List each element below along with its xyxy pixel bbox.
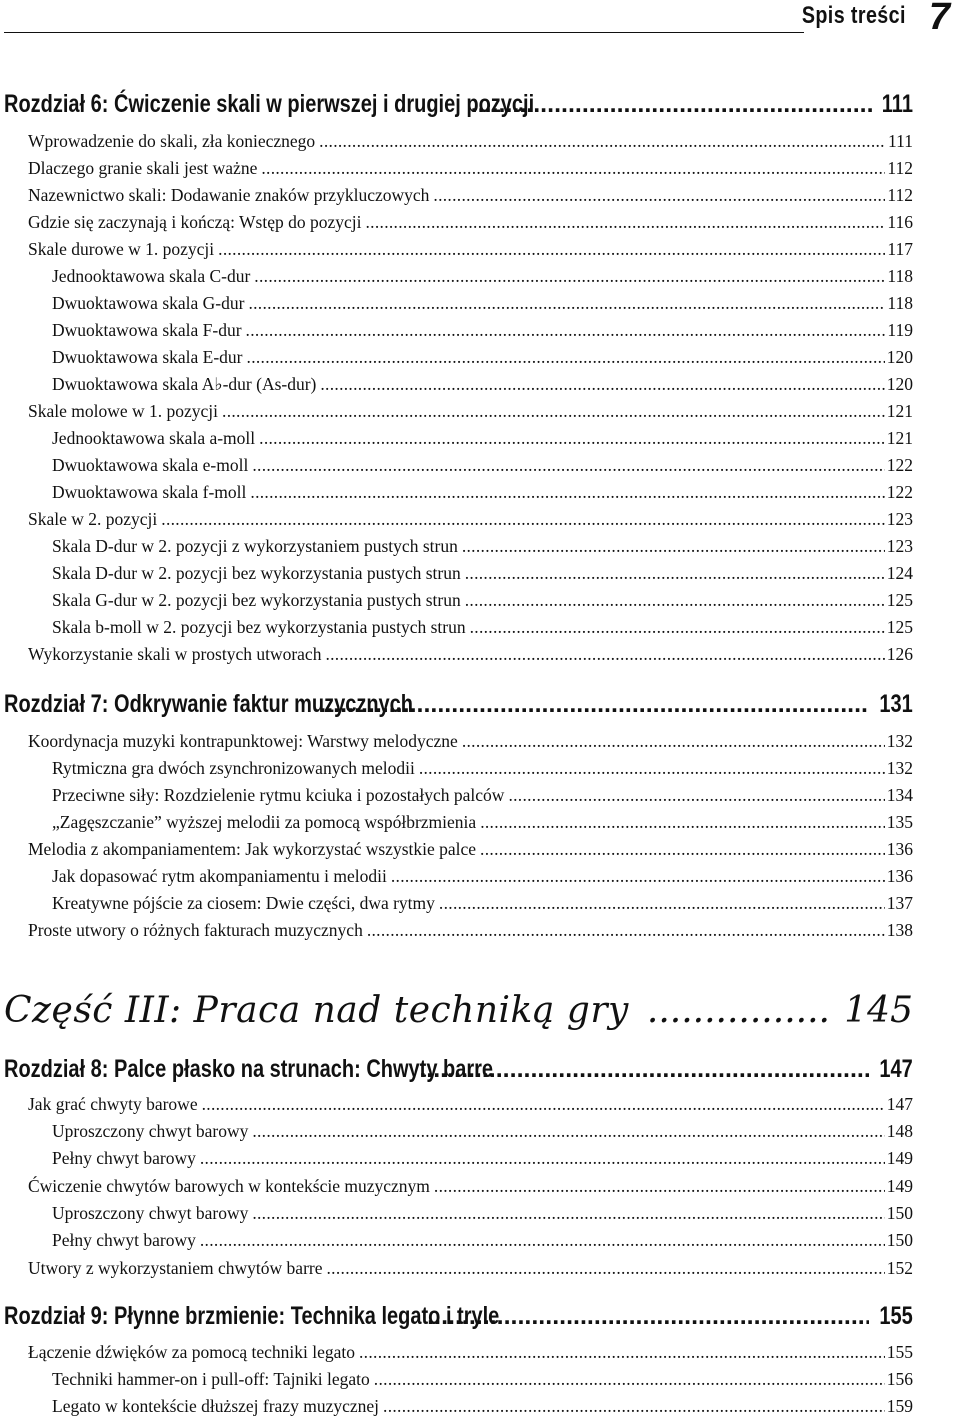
toc-page-number: 111 <box>881 90 913 118</box>
toc-entry <box>4 563 913 584</box>
header-rule <box>4 32 804 33</box>
toc-entry <box>4 185 913 206</box>
toc-entry <box>4 131 913 152</box>
toc-entry-title: Jednooktawowa skala a-moll <box>52 428 256 448</box>
toc-page-number: 123 <box>886 509 913 529</box>
toc-entry-title: Legato w kontekście dłuższej frazy muzycznej <box>52 1396 380 1416</box>
toc-entry <box>4 455 913 476</box>
dot-leader <box>462 731 885 752</box>
dot-leader <box>462 536 885 557</box>
toc-entry <box>4 920 913 941</box>
toc-page-number: 111 <box>888 131 913 151</box>
dot-leader <box>419 758 885 779</box>
toc-entry <box>4 617 913 638</box>
toc-page-number: 155 <box>879 1302 913 1330</box>
toc-entry-title: Skala b-moll w 2. pozycji bez wykorzystania pustych strun <box>52 617 466 637</box>
toc-page-number: 145 <box>844 990 913 1031</box>
toc-entry <box>4 1176 913 1197</box>
toc-chapter <box>4 90 913 119</box>
dot-leader <box>359 1342 885 1363</box>
toc-entry <box>4 1121 913 1142</box>
dot-leader <box>319 131 886 152</box>
toc-entry-title: Jak grać chwyty barowe <box>28 1094 198 1114</box>
toc-entry-title: Gdzie się zaczynają i kończą: Wstęp do pozycji <box>28 212 362 232</box>
toc-entry <box>4 320 913 341</box>
dot-leader <box>465 590 885 611</box>
toc-entry <box>4 482 913 503</box>
dot-leader <box>480 812 885 833</box>
toc-entry-title: Jednooktawowa skala C-dur <box>52 266 251 286</box>
toc-entry <box>4 812 913 833</box>
toc-entry-title: Dwuoktawowa skala E-dur <box>52 347 243 367</box>
toc-chapter <box>4 1055 913 1084</box>
toc-entry <box>4 644 913 665</box>
dot-leader <box>200 1230 885 1251</box>
dot-leader <box>222 401 885 422</box>
toc-page-number: 118 <box>887 293 913 313</box>
toc-page-number: 159 <box>886 1396 913 1416</box>
toc-page-number: 138 <box>886 920 913 940</box>
dot-leader <box>374 1369 885 1390</box>
toc-entry-title: Koordynacja muzyki kontrapunktowej: Warstwy melodyczne <box>28 731 458 751</box>
dot-leader <box>259 428 885 449</box>
toc-entry-title: „Zagęszczanie” wyższej melodii za pomocą współbrzmienia <box>52 812 477 832</box>
toc-entry <box>4 428 913 449</box>
toc-page-number: 117 <box>887 239 913 259</box>
toc-entry <box>4 1258 913 1279</box>
toc-entry-title: Skala G-dur w 2. pozycji bez wykorzystania pustych strun <box>52 590 461 610</box>
toc-entry-title: Uproszczony chwyt barowy <box>52 1203 249 1223</box>
toc-entry-title: Rozdział 7: Odkrywanie faktur muzycznych <box>4 690 413 718</box>
toc-page-number: 132 <box>886 758 913 778</box>
toc-entry <box>4 590 913 611</box>
toc-entry-title: Nazewnictwo skali: Dodawanie znaków przykluczowych <box>28 185 430 205</box>
toc-page-number: 120 <box>886 374 913 394</box>
toc-entry-title: Dwuoktawowa skala A♭-dur (As-dur) <box>52 374 317 394</box>
dot-leader <box>246 320 886 341</box>
toc-entry-title: Skala D-dur w 2. pozycji bez wykorzystania pustych strun <box>52 563 461 583</box>
dot-leader <box>434 1176 885 1197</box>
toc-entry-title: Dwuoktawowa skala f-moll <box>52 482 247 502</box>
toc-entry-title: Wykorzystanie skali w prostych utworach <box>28 644 322 664</box>
toc-page-number: 112 <box>887 158 913 178</box>
toc-entry-title: Pełny chwyt barowy <box>52 1148 196 1168</box>
toc-page-number: 149 <box>886 1148 913 1168</box>
toc-entry-title: Przeciwne siły: Rozdzielenie rytmu kciuka i pozostałych palców <box>52 785 505 805</box>
dot-leader <box>320 374 884 395</box>
toc-page-number: 150 <box>886 1230 913 1250</box>
toc-page-number: 150 <box>886 1203 913 1223</box>
toc-part <box>4 990 913 1031</box>
toc-entry <box>4 839 913 860</box>
toc-entry <box>4 1148 913 1169</box>
toc-entry <box>4 1342 913 1363</box>
dot-leader <box>327 1258 885 1279</box>
dot-leader <box>248 293 885 314</box>
dot-leader <box>391 866 885 887</box>
toc-entry-title: Rozdział 8: Palce płasko na strunach: Chwyty barre <box>4 1055 494 1083</box>
dot-leader <box>254 266 885 287</box>
toc-page-number: 122 <box>886 482 913 502</box>
running-title: Spis treści <box>801 2 906 29</box>
toc-page-number: 148 <box>886 1121 913 1141</box>
toc-entry <box>4 1094 913 1115</box>
dot-leader <box>647 990 832 1031</box>
toc-entry <box>4 866 913 887</box>
toc-entry-title: Uproszczony chwyt barowy <box>52 1121 249 1141</box>
page-header <box>4 0 950 38</box>
dot-leader <box>367 920 885 941</box>
toc-entry-title: Melodia z akompaniamentem: Jak wykorzystać wszystkie palce <box>28 839 477 859</box>
toc-page-number: 149 <box>886 1176 913 1196</box>
toc-page-number: 124 <box>886 563 913 583</box>
dot-leader <box>508 785 884 806</box>
toc-entry-title: Skale w 2. pozycji <box>28 509 158 529</box>
toc-page-number: 119 <box>887 320 913 340</box>
toc-entry-title: Skale molowe w 1. pozycji <box>28 401 219 421</box>
toc-entry <box>4 1203 913 1224</box>
toc-page-number: 122 <box>886 455 913 475</box>
toc-page-number: 147 <box>886 1094 913 1114</box>
toc-page-number: 125 <box>886 590 913 610</box>
toc-page-number: 134 <box>886 785 913 805</box>
toc-entry-title: Skala D-dur w 2. pozycji z wykorzystaniem pustych strun <box>52 536 458 556</box>
toc-entry <box>4 1396 913 1417</box>
toc-entry-title: Utwory z wykorzystaniem chwytów barre <box>28 1258 323 1278</box>
dot-leader <box>200 1148 885 1169</box>
dot-leader <box>218 239 885 260</box>
dot-leader <box>250 482 884 503</box>
toc-entry <box>4 266 913 287</box>
toc-page-number: 120 <box>886 347 913 367</box>
toc-page-number: 125 <box>886 617 913 637</box>
toc-page-number: 152 <box>886 1258 913 1278</box>
toc-page-number: 121 <box>886 401 913 421</box>
toc-page-number: 132 <box>886 731 913 751</box>
toc-entry-title: Część III: Praca nad techniką gry <box>4 990 629 1031</box>
toc-page-number: 136 <box>886 866 913 886</box>
toc-page-number: 156 <box>886 1369 913 1389</box>
toc-entry <box>4 347 913 368</box>
toc-page-number: 147 <box>879 1055 913 1083</box>
toc-page-number: 118 <box>887 266 913 286</box>
dot-leader <box>252 455 884 476</box>
dot-leader <box>252 1121 884 1142</box>
toc-page-number: 155 <box>886 1342 913 1362</box>
toc-page-number: 121 <box>886 428 913 448</box>
dot-leader <box>465 563 885 584</box>
toc-entry <box>4 374 913 395</box>
toc-entry-title: Jak dopasować rytm akompaniamentu i melodii <box>52 866 387 886</box>
toc-page-number: 123 <box>886 536 913 556</box>
toc-entry-title: Ćwiczenie chwytów barowych w kontekście muzycznym <box>28 1176 430 1196</box>
dot-leader <box>202 1094 885 1115</box>
toc-entry-title: Rozdział 9: Płynne brzmienie: Technika legato i tryle <box>4 1302 500 1330</box>
dot-leader <box>252 1203 884 1224</box>
dot-leader <box>247 347 885 368</box>
toc-page-number: 135 <box>886 812 913 832</box>
toc-page-number: 112 <box>887 185 913 205</box>
dot-leader <box>480 839 885 860</box>
toc-page-number: 137 <box>886 893 913 913</box>
dot-leader <box>366 212 886 233</box>
toc-chapter <box>4 690 913 719</box>
dot-leader <box>161 509 884 530</box>
toc-entry <box>4 1369 913 1390</box>
toc-entry <box>4 893 913 914</box>
dot-leader <box>439 893 885 914</box>
toc-entry-title: Skale durowe w 1. pozycji <box>28 239 215 259</box>
toc-page-number: 136 <box>886 839 913 859</box>
toc-page-number: 126 <box>886 644 913 664</box>
toc-entry <box>4 401 913 422</box>
dot-leader <box>433 185 885 206</box>
toc-entry <box>4 758 913 779</box>
dot-leader <box>325 644 884 665</box>
toc-page-number: 116 <box>887 212 913 232</box>
toc-entry-title: Dwuoktawowa skala e-moll <box>52 455 249 475</box>
toc-chapter <box>4 1302 913 1331</box>
toc-entry <box>4 293 913 314</box>
toc-entry-title: Wprowadzenie do skali, zła koniecznego <box>28 131 316 151</box>
toc-entry-title: Rytmiczna gra dwóch zsynchronizowanych melodii <box>52 758 415 778</box>
dot-leader <box>261 158 885 179</box>
toc-entry <box>4 785 913 806</box>
toc-entry-title: Proste utwory o różnych fakturach muzycznych <box>28 920 363 940</box>
toc-entry <box>4 536 913 557</box>
toc-page-number: 131 <box>879 690 913 718</box>
toc-entry <box>4 212 913 233</box>
toc-entry-title: Dwuoktawowa skala F-dur <box>52 320 242 340</box>
toc-entry-title: Techniki hammer-on i pull-off: Tajniki legato <box>52 1369 370 1389</box>
page-number: 7 <box>928 0 950 38</box>
toc-entry-title: Rozdział 6: Ćwiczenie skali w pierwszej i drugiej pozycji <box>4 90 535 118</box>
toc-entry-title: Kreatywne pójście za ciosem: Dwie części, dwa rytmy <box>52 893 435 913</box>
toc-entry <box>4 509 913 530</box>
dot-leader <box>470 617 885 638</box>
toc-entry <box>4 1230 913 1251</box>
toc-entry-title: Łączenie dźwięków za pomocą techniki legato <box>28 1342 355 1362</box>
toc-entry <box>4 239 913 260</box>
toc-entry-title: Dwuoktawowa skala G-dur <box>52 293 245 313</box>
toc-entry-title: Pełny chwyt barowy <box>52 1230 196 1250</box>
dot-leader <box>383 1396 885 1417</box>
toc-entry <box>4 731 913 752</box>
toc-entry-title: Dlaczego granie skali jest ważne <box>28 158 258 178</box>
toc-entry <box>4 158 913 179</box>
